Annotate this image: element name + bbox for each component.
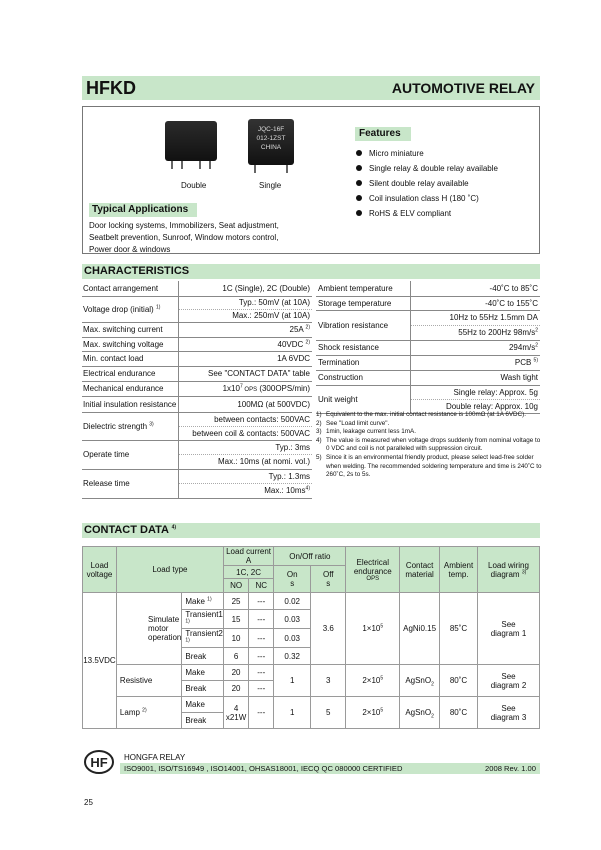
- applications-line: Seatbelt prevention, Sunroof, Window motors control,: [89, 233, 279, 242]
- cell-on: 0.02: [274, 593, 311, 610]
- cell-on: 0.03: [274, 610, 311, 629]
- row-name: Unit weight: [316, 385, 410, 413]
- footnote: 1) Equivalent to the max. initial contact resistance is 100mΩ (at 1A 6VDC).: [316, 411, 527, 418]
- row-value: 1C (Single), 2C (Double): [178, 281, 312, 296]
- table-row: [82, 337, 312, 351]
- row-label: Transient2 $^{1)}$: [182, 629, 224, 648]
- applications-text: [89, 220, 299, 256]
- row-value: Typ.: 3ms: [178, 440, 312, 454]
- row-name: Min. contact load: [82, 351, 178, 366]
- table-row: [316, 296, 540, 310]
- feature-item: Micro miniature: [355, 148, 498, 163]
- row-name: Voltage drop (initial) $^{1)}$: [82, 296, 178, 322]
- row-label: Break: [182, 648, 224, 665]
- table-row: [316, 370, 540, 385]
- cell-on: 1: [274, 665, 311, 697]
- header-on: On s: [274, 566, 311, 593]
- table-row: [82, 366, 312, 381]
- table-row: [83, 593, 540, 610]
- cell-temp: 80˚C: [440, 665, 478, 697]
- footnote: 2) See "Load limit curve".: [316, 419, 390, 427]
- cell-no: 25: [223, 593, 248, 610]
- applications-title: Typical Applications: [89, 203, 197, 217]
- characteristics-left-table: [82, 281, 312, 499]
- row-label: Break: [182, 681, 224, 697]
- row-value: -40˚C to 155˚C: [410, 296, 540, 310]
- group-resistive: Resistive: [116, 665, 181, 697]
- cell-no: 10: [223, 629, 248, 648]
- table-row: [316, 340, 540, 355]
- table-row: [82, 396, 312, 412]
- table-row: [82, 322, 312, 337]
- table-row: [82, 469, 312, 483]
- row-value: Typ.: 1.3ms: [178, 469, 312, 483]
- header-bar: [82, 76, 540, 100]
- contact-data-title: CONTACT DATA $^{4)}$: [82, 523, 540, 538]
- cell-no: 20: [223, 665, 248, 681]
- row-name: Construction: [316, 370, 410, 385]
- row-name: Dielectric strength $^{3)}$: [82, 412, 178, 440]
- row-value: Wash tight: [410, 370, 540, 385]
- row-name: Operate time: [82, 440, 178, 469]
- header-off: Off s: [311, 566, 346, 593]
- single-relay-image: [248, 119, 294, 165]
- cell-temp: 85˚C: [440, 593, 478, 665]
- table-row: [82, 412, 312, 426]
- row-value: between contacts: 500VAC: [178, 412, 312, 426]
- header-load-current: Load current A: [223, 547, 273, 566]
- header-nc: NC: [249, 579, 274, 593]
- table-row: [83, 697, 540, 713]
- row-value: Double relay: Approx. 10g: [410, 399, 540, 413]
- cell-temp: 80˚C: [440, 697, 478, 729]
- header-no: NO: [223, 579, 248, 593]
- cell-diagram: See diagram 1: [477, 593, 539, 665]
- applications-line: Power door & windows: [89, 245, 171, 254]
- row-name: Max. switching current: [82, 322, 178, 337]
- row-name: Vibration resistance: [316, 310, 410, 340]
- cell-diagram: See diagram 2: [477, 665, 539, 697]
- cell-nc: ---: [249, 593, 274, 610]
- row-name: Storage temperature: [316, 296, 410, 310]
- cell-endurance: $2\times 10^5$: [346, 697, 400, 729]
- load-voltage-cell: 13.5VDC: [83, 593, 117, 729]
- cell-nc: ---: [249, 697, 274, 729]
- row-name: Termination: [316, 355, 410, 370]
- footnotes: [316, 411, 542, 480]
- row-label: Break: [182, 713, 224, 729]
- table-row: [316, 281, 540, 296]
- cell-material: AgSnO$_2$: [400, 697, 440, 729]
- row-value: Max.: 10ms (at nomi. vol.): [178, 454, 312, 469]
- hongfa-logo-icon: [84, 750, 114, 774]
- cell-nc: ---: [249, 681, 274, 697]
- row-label: Make $^{1)}$: [182, 593, 224, 610]
- row-name: Shock resistance: [316, 340, 410, 355]
- cell-endurance: $2\times 10^5$: [346, 665, 400, 697]
- svg-text:HF: HF: [90, 755, 108, 770]
- relay-print-model: JQC-16F: [257, 126, 285, 133]
- cell-no: 20: [223, 681, 248, 697]
- table-row: [82, 281, 312, 296]
- header-material: Contact material: [400, 547, 440, 593]
- table-row: [82, 381, 312, 396]
- row-value: 25A $^{2)}$: [178, 322, 312, 337]
- row-name: Contact arrangement: [82, 281, 178, 296]
- features-title: Features: [355, 127, 411, 141]
- row-name: Electrical endurance: [82, 366, 178, 381]
- row-value: Typ.: 50mV (at 10A): [178, 296, 312, 309]
- header-ambient: Ambient temp.: [440, 547, 478, 593]
- single-caption: Single: [259, 181, 282, 190]
- characteristics-title: CHARACTERISTICS: [82, 264, 540, 279]
- cell-endurance: $1\times 10^5$: [346, 593, 400, 665]
- row-value: $1x10^7$ OPS (300OPS/min): [178, 381, 312, 396]
- table-row: [316, 355, 540, 370]
- cell-on: 0.03: [274, 629, 311, 648]
- certifications: ISO9001, ISO/TS16949 , ISO14001, OHSAS18001, IECQ QC 080000 CERTIFIED: [124, 764, 403, 773]
- row-value: 10Hz to 55Hz 1.5mm DA: [410, 310, 540, 325]
- row-value: -40˚C to 85˚C: [410, 281, 540, 296]
- table-row: [82, 351, 312, 366]
- row-value: 100MΩ (at 500VDC): [178, 396, 312, 412]
- feature-item: RoHS & ELV compliant: [355, 208, 498, 223]
- cell-material: AgNi0.15: [400, 593, 440, 665]
- contact-data-table: [82, 546, 540, 729]
- row-name: Mechanical endurance: [82, 381, 178, 396]
- relay-print-origin: CHINA: [260, 144, 282, 151]
- company-name: HONGFA RELAY: [124, 753, 186, 762]
- row-value: 40VDC $^{2)}$: [178, 337, 312, 351]
- overview-box: [82, 106, 540, 254]
- cell-off: 5: [311, 697, 346, 729]
- row-name: Ambient temperature: [316, 281, 410, 296]
- footnote: 4) The value is measured when voltage drops suddenly from nominal voltage to 0 VDC and coil is not paralleled with suppression circuit.: [316, 436, 541, 453]
- feature-item: Single relay & double relay available: [355, 163, 498, 178]
- table-row: [316, 310, 540, 325]
- group-motor: Simulate motor operation: [145, 593, 182, 665]
- cell-nc: ---: [249, 648, 274, 665]
- footnote: 3) 1min, leakage current less 1mA.: [316, 428, 416, 436]
- table-row: [83, 665, 540, 681]
- product-kind: AUTOMOTIVE RELAY: [391, 80, 535, 96]
- cell-diagram: See diagram 3: [477, 697, 539, 729]
- cell-nc: ---: [249, 610, 274, 629]
- cell-no: 6: [223, 648, 248, 665]
- header-wiring: Load wiring diagram $^{3)}$: [477, 547, 539, 593]
- footnote: 5) Since it is an environmental friendly product, please select lead-free solder when welding. The recommended soldering temperature and time is 240˚C to 260˚C, 2s to 5s.: [316, 453, 542, 479]
- header-load-type: Load type: [116, 547, 223, 593]
- cell-no: 4 x21W: [223, 697, 248, 729]
- relay-print-code: 012-1ZST: [256, 135, 286, 142]
- row-value: Max.: $10ms^{4)}$: [178, 483, 312, 498]
- row-name: Initial insulation resistance: [82, 396, 178, 412]
- row-label: Make: [182, 697, 224, 713]
- cell-on: 0.32: [274, 648, 311, 665]
- header-config: 1C, 2C: [223, 566, 273, 579]
- row-value: PCB $^{5)}$: [410, 355, 540, 370]
- group-lamp: Lamp $^{2)}$: [116, 697, 181, 729]
- revision: 2008 Rev. 1.00: [485, 764, 536, 773]
- double-caption: Double: [181, 181, 207, 190]
- cell-nc: ---: [249, 629, 274, 648]
- cell-material: AgSnO$_2$: [400, 665, 440, 697]
- feature-item: Coil insulation class H (180 ˚C): [355, 193, 498, 208]
- row-value: between coil & contacts: 500VAC: [178, 426, 312, 440]
- characteristics-right-table: [316, 281, 540, 414]
- row-value: See "CONTACT DATA" table: [178, 366, 312, 381]
- model-name: HFKD: [86, 78, 136, 98]
- row-value: Single relay: Approx. 5g: [410, 385, 540, 399]
- row-value: 1A 6VDC: [178, 351, 312, 366]
- cell-on: 1: [274, 697, 311, 729]
- certification-bar: [120, 763, 540, 774]
- row-value: 55Hz to 200Hz $98m/s^2$: [410, 325, 540, 340]
- header-endurance: Electrical endurance OPS: [346, 547, 400, 593]
- table-row: [82, 440, 312, 454]
- double-relay-image: [165, 121, 217, 161]
- row-label: Make: [182, 665, 224, 681]
- cell-nc: ---: [249, 665, 274, 681]
- page-number: 25: [84, 798, 93, 807]
- features-list: [355, 148, 498, 223]
- row-value: $294m/s^2$: [410, 340, 540, 355]
- header-onoff: On/Off ratio: [274, 547, 346, 566]
- table-row: [82, 296, 312, 309]
- row-label: Transient1 $^{1)}$: [182, 610, 224, 629]
- row-name: Max. switching voltage: [82, 337, 178, 351]
- header-load-voltage: Load voltage: [83, 547, 117, 593]
- applications-line: Door locking systems, Immobilizers, Seat adjustment,: [89, 221, 279, 230]
- cell-no: 15: [223, 610, 248, 629]
- feature-item: Silent double relay available: [355, 178, 498, 193]
- cell-off: 3: [311, 665, 346, 697]
- table-header-row: [83, 547, 540, 566]
- row-value: Max.: 250mV (at 10A): [178, 309, 312, 322]
- table-row: [316, 385, 540, 399]
- cell-off: 3.6: [311, 593, 346, 665]
- row-name: Release time: [82, 469, 178, 498]
